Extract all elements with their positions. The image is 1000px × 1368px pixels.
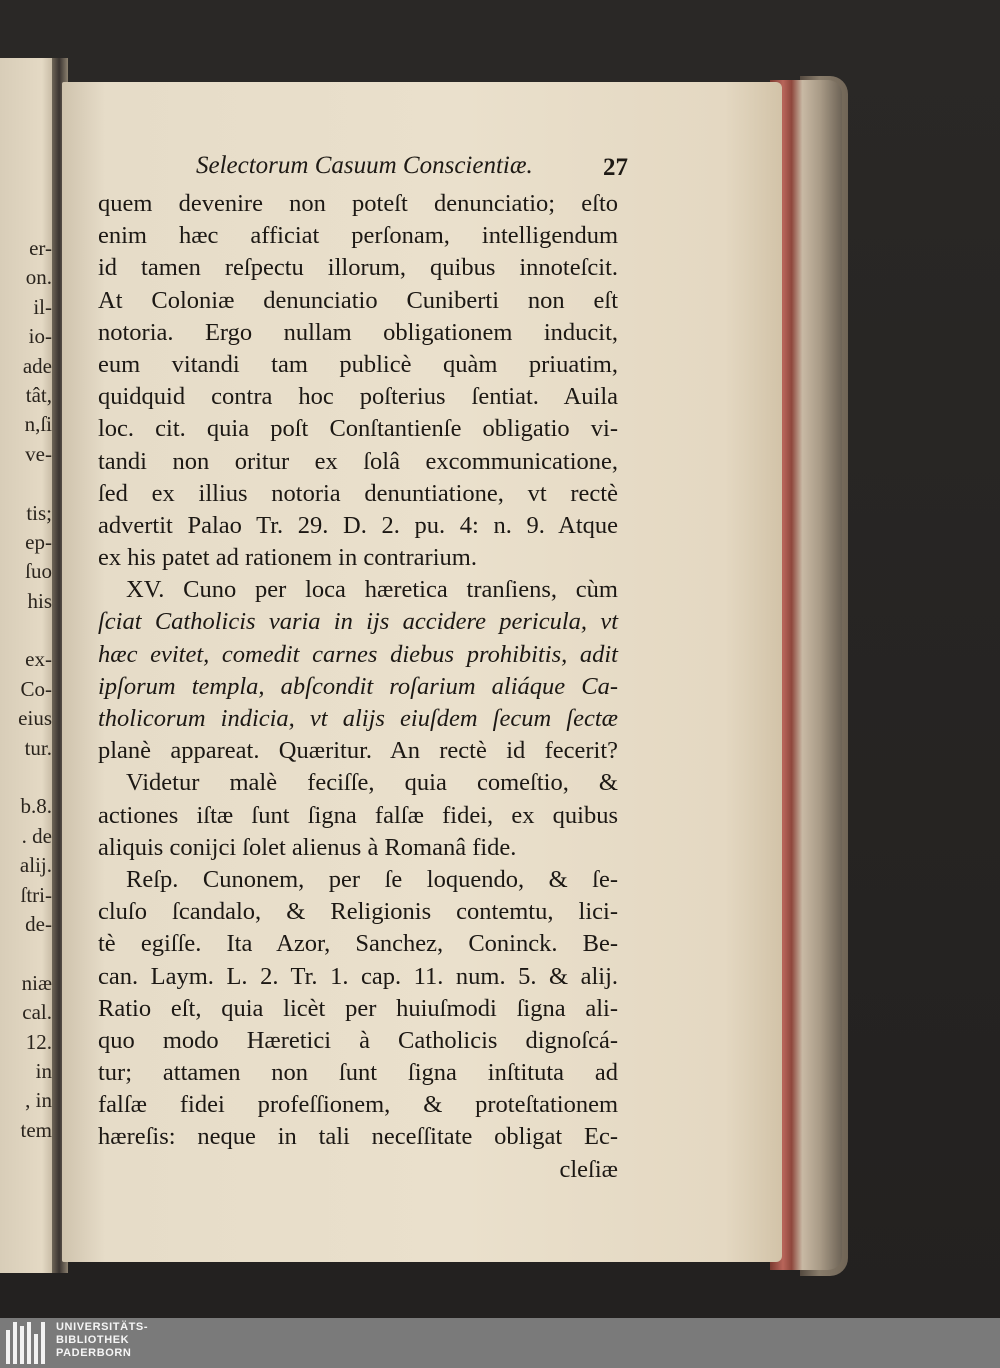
- text-line: falſæ fidei profeſſionem, & proteſtationem: [98, 1091, 618, 1119]
- text-line: tandi non oritur ex ſolâ excommunicatione,: [98, 447, 618, 475]
- logo-bar: [27, 1322, 31, 1364]
- left-page-fragment: tur.: [24, 735, 52, 760]
- page-number: 27: [603, 154, 628, 181]
- running-title: Selectorum Casuum Conscientiæ.: [196, 152, 533, 179]
- text-line: Reſp. Cunonem, per ſe loquendo, & ſe-: [126, 865, 618, 893]
- text-line: actiones iſtæ ſunt ſigna falſæ fidei, ex quibus: [98, 801, 618, 829]
- library-name: [56, 1321, 148, 1360]
- text-line: aliquis conijci ſolet alienus à Romanâ fide.: [98, 833, 517, 861]
- left-page-fragment: tis;: [26, 500, 52, 525]
- left-page-fragment: his: [27, 588, 52, 613]
- left-page-fragment: il-: [33, 294, 52, 319]
- logo-bar: [6, 1330, 10, 1364]
- left-page-fragment: cal.: [22, 1000, 52, 1025]
- left-facing-page: [0, 58, 60, 1273]
- text-line: hæc evitet, comedit carnes diebus prohibitis, adit: [98, 640, 618, 668]
- text-line: quem devenire non poteſt denunciatio; eſto: [98, 190, 618, 217]
- left-page-fragment: ſuo: [25, 559, 52, 584]
- left-page-fragment: niæ: [21, 970, 52, 995]
- text-line: XV. Cuno per loca hæretica tranſiens, cùm: [126, 576, 618, 604]
- left-page-fragment: ve-: [25, 441, 52, 466]
- left-page-fragment: tât,: [25, 382, 52, 407]
- text-line: eum vitandi tam publicè quàm priuatim,: [98, 350, 618, 378]
- left-page-text-fragments: [0, 234, 52, 1145]
- left-page-fragment: on.: [25, 265, 52, 290]
- left-page-fragment: b.8.: [20, 794, 52, 819]
- left-page-fragment: , in: [25, 1088, 52, 1113]
- left-page-fragment: er-: [29, 236, 52, 260]
- left-page-fragment: in: [35, 1058, 52, 1083]
- text-line: cluſo ſcandalo, & Religionis contemtu, lici-: [98, 898, 618, 926]
- text-line: hæreſis: neque in tali neceſſitate obligat Ec-: [98, 1123, 618, 1151]
- logo-bar: [20, 1326, 24, 1364]
- library-name-line2: BIBLIOTHEK: [56, 1334, 130, 1346]
- left-page-fragment: ade: [22, 353, 52, 378]
- text-line: can. Laym. L. 2. Tr. 1. cap. 11. num. 5. & alij.: [98, 962, 618, 990]
- library-name-line3: PADERBORN: [56, 1347, 132, 1359]
- text-line: id tamen reſpectu illorum, quibus innoteſcit.: [98, 254, 618, 282]
- left-page-fragment: alij.: [19, 853, 52, 878]
- text-line: ſed ex illius notoria denuntiatione, vt rectè: [98, 479, 618, 507]
- left-page-fragment: Co-: [20, 676, 52, 701]
- left-page-fragment: ex-: [25, 647, 52, 672]
- left-page-fragment: 12.: [25, 1029, 52, 1054]
- text-line: tè egiſſe. Ita Azor, Sanchez, Coninck. Be-: [98, 930, 618, 958]
- text-line: advertit Palao Tr. 29. D. 2. pu. 4: n. 9. Atque: [98, 511, 618, 539]
- left-page-fragment: ep-: [25, 529, 52, 554]
- text-line: notoria. Ergo nullam obligationem inducit,: [98, 318, 618, 346]
- running-header: [196, 148, 628, 188]
- text-line: tur; attamen non ſunt ſigna inſtituta ad: [98, 1059, 618, 1087]
- left-page-fragment: tem: [20, 1117, 52, 1142]
- text-line: tholicorum indicia, vt alijs eiuſdem ſecum ſectæ: [98, 705, 618, 732]
- left-page-fragment: [0, 469, 52, 498]
- text-line: Videtur malè feciſſe, quia comeſtio, &: [126, 769, 618, 797]
- left-page-fragment: [0, 763, 52, 792]
- text-line: quidquid contra hoc poſterius ſentiat. Auila: [98, 383, 618, 411]
- text-line: planè appareat. Quæritur. An rectè id fecerit?: [98, 737, 618, 765]
- text-line: enim hæc afficiat perſonam, intelligendum: [98, 222, 618, 250]
- text-line: quo modo Hæretici à Catholicis dignoſcá-: [98, 1026, 618, 1054]
- text-line: At Coloniæ denunciatio Cuniberti non eſt: [98, 286, 618, 314]
- left-page-fragment: [0, 616, 52, 645]
- left-page-fragment: n,ſi: [24, 412, 52, 437]
- logo-bar: [13, 1322, 17, 1364]
- text-line: ipſorum templa, abſcondit roſarium aliáque Ca-: [98, 672, 618, 700]
- left-page-fragment: de-: [25, 911, 52, 936]
- left-page-fragment: io-: [28, 324, 52, 349]
- left-page-fragment: . de: [21, 823, 52, 848]
- text-line: cleſiæ: [559, 1155, 618, 1183]
- left-page-fragment: ſtri-: [20, 882, 52, 907]
- left-page-fragment: [0, 939, 52, 968]
- logo-bar: [34, 1334, 38, 1364]
- text-line: Ratio eſt, quia licèt per huiuſmodi ſigna ali-: [98, 994, 618, 1022]
- library-logo-icon: [6, 1322, 50, 1364]
- text-line: ſciat Catholicis varia in ijs accidere pericula, vt: [98, 608, 618, 636]
- left-page-fragment: eius: [18, 706, 52, 731]
- text-line: loc. cit. quia poſt Conſtantienſe obligatio vi-: [98, 415, 618, 443]
- text-line: ex his patet ad rationem in contrarium.: [98, 544, 477, 572]
- logo-bar: [41, 1322, 45, 1364]
- page-body-text: [98, 188, 618, 1186]
- library-name-line1: UNIVERSITÄTS-: [56, 1321, 149, 1333]
- library-footer-bar: [0, 1318, 1000, 1368]
